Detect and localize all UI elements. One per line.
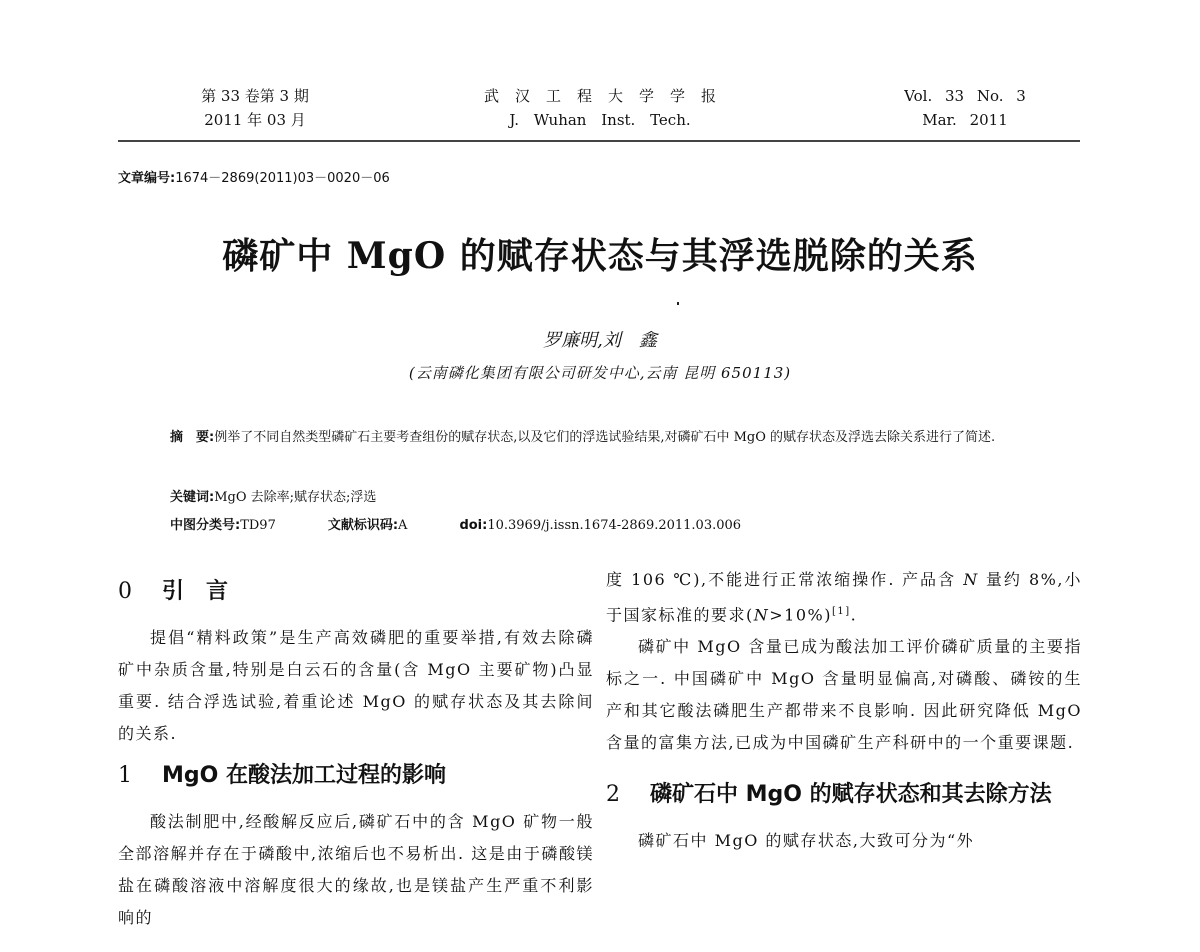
italic-n: N xyxy=(963,570,979,589)
left-column xyxy=(118,572,594,934)
volume-date: Mar. 2011 xyxy=(922,111,1008,129)
running-header-right xyxy=(880,84,1050,132)
paper-title: 磷矿中 MgO 的赋存状态与其浮选脱除的关系 xyxy=(222,235,978,277)
doi-label: doi: xyxy=(459,518,488,533)
keywords xyxy=(170,488,1050,508)
paragraph-continued xyxy=(606,564,1082,631)
article-number-label: 文章编号: xyxy=(118,171,176,186)
affiliation: (云南磷化集团有限公司研发中心,云南 昆明 650113) xyxy=(408,364,792,382)
abstract-text: 例举了不同自然类型磷矿石主要考查组份的赋存状态,以及它们的浮选试验结果,对磷矿石中 MgO 的赋存状态及浮选去除关系进行了简述. xyxy=(214,430,996,445)
section-heading-1 xyxy=(118,756,594,796)
journal-name-en: J. Wuhan Inst. Tech. xyxy=(509,111,691,129)
running-header-center xyxy=(440,84,760,132)
section-title: 引言 xyxy=(162,579,251,604)
journal-name-cn: 武汉工程大学学报 xyxy=(483,87,732,105)
right-column xyxy=(606,564,1082,857)
clc-label: 中图分类号: xyxy=(170,518,241,533)
keywords-label: 关键词: xyxy=(170,490,215,505)
clc-value: TD97 xyxy=(240,518,276,533)
doc-code-label: 文献标识码: xyxy=(327,518,399,533)
keywords-text: MgO 去除率;赋存状态;浮选 xyxy=(214,490,377,505)
section-number: 2 xyxy=(606,782,620,808)
section-number: 1 xyxy=(118,763,132,788)
section-heading-2 xyxy=(606,775,1082,815)
italic-n: N xyxy=(753,605,770,625)
running-header-left xyxy=(170,84,340,132)
doc-code-value: A xyxy=(398,518,408,533)
section-title: MgO 在酸法加工过程的影响 xyxy=(162,763,447,788)
article-number xyxy=(118,167,390,186)
paragraph-section-2: 磷矿石中 MgO 的赋存状态,大致可分为“外 xyxy=(638,831,975,851)
reference-marker: [1] xyxy=(831,606,851,617)
doi-value: 10.3969/j.issn.1674-2869.2011.03.006 xyxy=(487,518,742,533)
text-run: 量约 8%,小于国家标准的要求( xyxy=(606,570,1082,625)
section-title: 磷矿石中 MgO 的赋存状态和其去除方法 xyxy=(650,782,1052,808)
section-number: 0 xyxy=(118,579,132,604)
issue-date: 2011 年 03 月 xyxy=(204,111,306,129)
authors: 罗廉明,刘 鑫 xyxy=(543,330,657,351)
scan-speck xyxy=(677,302,679,305)
section-heading-0 xyxy=(118,572,594,612)
text-run: 度 106 ℃),不能进行正常浓缩操作. 产品含 xyxy=(606,570,964,589)
abstract-label: 摘 要: xyxy=(170,430,215,445)
paragraph-section-1: 酸法制肥中,经酸解反应后,磷矿石中的含 MgO 矿物一般全部溶解并存在于磷酸中,浓缩后也不易析出. 这是由于磷酸镁盐在磷酸溶液中溶解度很大的缘故,也是镁盐产生严重不利影响的 xyxy=(118,812,594,927)
text-run: . xyxy=(850,605,858,625)
text-run: >10%) xyxy=(769,605,832,625)
paragraph-mgo-importance: 磷矿中 MgO 含量已成为酸法加工评价磷矿质量的主要指标之一. 中国磷矿中 MgO 含量明显偏高,对磷酸、磷铵的生产和其它酸法磷肥生产都带来不良影响. 因此研究降低 MgO 含量的富集方法,已成为中国磷矿生产科研中的一个重要课题. xyxy=(606,637,1082,753)
header-divider xyxy=(118,140,1080,142)
issue-info: 第 33 卷第 3 期 xyxy=(201,87,309,105)
abstract xyxy=(170,428,1050,448)
volume-info: Vol. 33 No. 3 xyxy=(904,87,1026,105)
classification-line xyxy=(170,516,1050,536)
paragraph-introduction: 提倡“精料政策”是生产高效磷肥的重要举措,有效去除磷矿中杂质含量,特别是白云石的含量(含 MgO 主要矿物)凸显重要. 结合浮选试验,着重论述 MgO 的赋存状态及其去除间的关系. xyxy=(118,628,594,743)
article-number-value: 1674－2869(2011)03－0020－06 xyxy=(175,171,390,186)
